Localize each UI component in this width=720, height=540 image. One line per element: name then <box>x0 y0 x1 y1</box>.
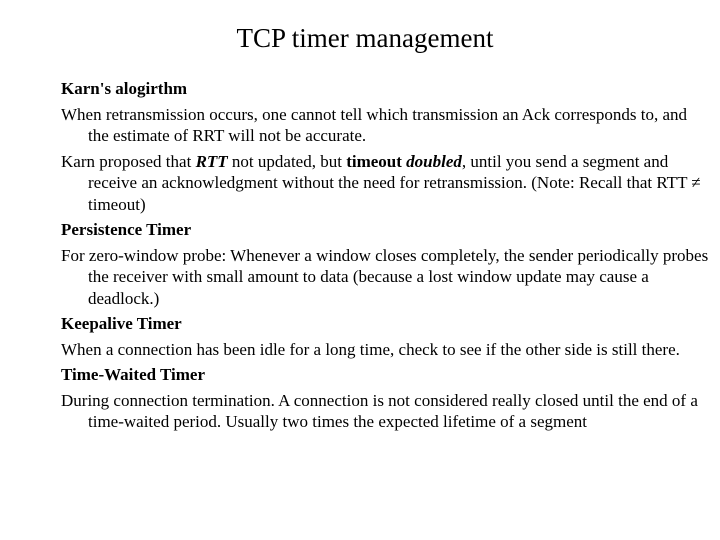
karn-text-2: not updated, but <box>227 151 347 171</box>
karn-paragraph-2 <box>61 151 711 216</box>
timewaited-heading: Time-Waited Timer <box>61 365 206 384</box>
karn-text-4: , until you send a segment and receive an acknowledgment without the need for retransmission. (Note: Recall that RTT ≠ timeout) <box>88 151 701 214</box>
karn-paragraph-1: When retransmission occurs, one cannot tell which transmission an Ack corresponds to, and the estimate of RRT will not be accurate. <box>61 104 688 145</box>
timeout-term: timeout <box>346 151 402 171</box>
persistence-heading: Persistence Timer <box>61 220 192 239</box>
keepalive-paragraph: When a connection has been idle for a long time, check to see if the other side is still there. <box>61 339 680 359</box>
slide-title: TCP timer management <box>236 23 494 53</box>
rtt-term: RTT <box>195 151 228 171</box>
persistence-paragraph: For zero-window probe: Whenever a window closes completely, the sender periodically probes the receiver with small amount to data (because a lost window update may cause a deadlock.) <box>61 245 709 308</box>
karn-heading: Karn's alogirthm <box>61 79 188 98</box>
karn-text-1: Karn proposed that <box>61 151 196 171</box>
timewaited-paragraph: During connection termination. A connection is not considered really closed until the end of a time-waited period. Usually two times the expected lifetime of a segment <box>61 390 698 431</box>
slide-body <box>61 78 711 433</box>
doubled-term: doubled <box>406 151 462 171</box>
keepalive-heading: Keepalive Timer <box>61 314 182 333</box>
